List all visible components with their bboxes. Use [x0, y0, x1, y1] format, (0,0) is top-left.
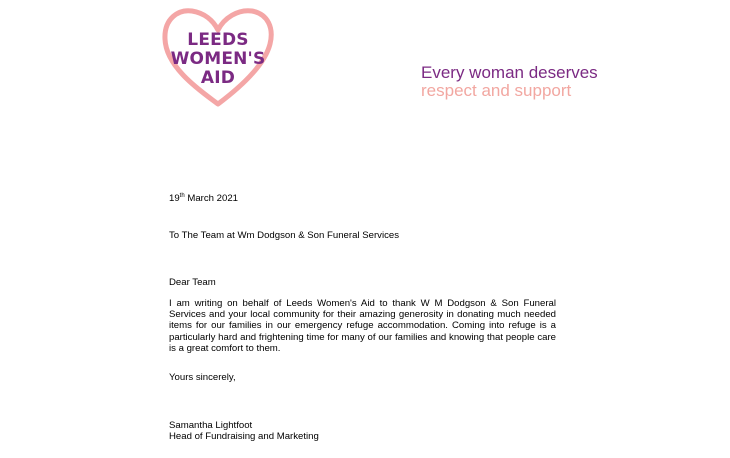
leeds-womens-aid-logo [160, 4, 276, 114]
letter-date [169, 193, 556, 204]
logo-line-aid: AID [200, 68, 236, 88]
logo-wordmark [160, 31, 276, 88]
tagline [421, 64, 598, 100]
date-month-year: March 2021 [184, 193, 239, 204]
signatory-title: Head of Fundraising and Marketing [169, 431, 319, 443]
signatory-name: Samantha Lightfoot [169, 420, 253, 431]
letter-greeting: Dear Team [169, 277, 216, 288]
tagline-line-2: respect and support [421, 81, 572, 100]
letter-body: I am writing on behalf of Leeds Women's Aid to thank W M Dodgson & Son Funeral Services and your local community for their amazing generosity in donating much needed items for our families in our emergency refuge accommodation. Coming into refuge is a particularly hard and frightening time for many of our families and knowing that people care is a great comfort to them. [169, 298, 556, 354]
date-suffix: th [179, 193, 185, 199]
logo-line-leeds: LEEDS [187, 30, 249, 50]
date-day: 19 [169, 193, 180, 204]
logo-line-womens: WOMEN'S [170, 49, 266, 69]
letter-signature [169, 420, 556, 442]
tagline-line-1: Every woman deserves [421, 63, 598, 82]
letter-recipient: To The Team at Wm Dodgson & Son Funeral Services [169, 230, 400, 241]
letter-closing: Yours sincerely, [169, 372, 236, 383]
